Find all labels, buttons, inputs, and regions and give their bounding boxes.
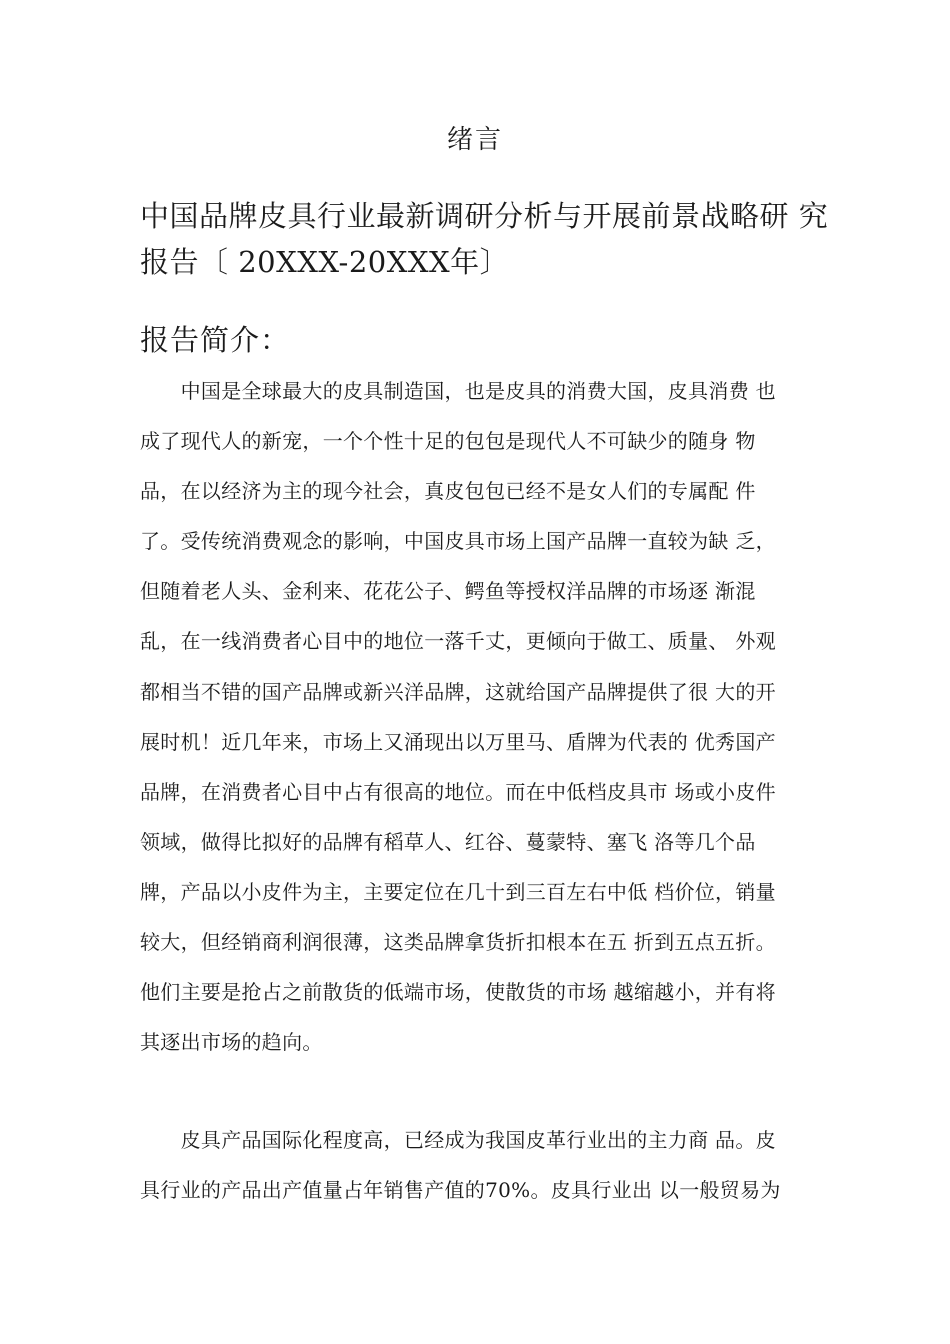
paragraph-line: 其逐出市场的趋向。 [140, 1030, 323, 1055]
paragraph-line: 乱，在一线消费者心目中的地位一落千丈，更倾向于做工、质量、 外观 [140, 629, 776, 654]
paragraph-line: 较大，但经销商利润很薄，这类品牌拿货折扣根本在五 折到五点五折。 [140, 930, 776, 955]
paragraph-line: 都相当不错的国产品牌或新兴洋品牌，这就给国产品牌提供了很 大的开 [140, 679, 776, 704]
paragraph-line: 品，在以经济为主的现今社会，真皮包包已经不是女人们的专属配 件 [140, 479, 756, 504]
section-heading: 绪言 [446, 125, 503, 155]
paragraph-line: 他们主要是抢占之前散货的低端市场，使散货的市场 越缩越小，并有将 [140, 980, 776, 1005]
intro-heading: 报告简介： [140, 323, 291, 357]
paragraph-line: 牌，产品以小皮件为主，主要定位在几十到三百左右中低 档价位，销量 [140, 879, 776, 904]
paragraph-line: 了。受传统消费观念的影响，中国皮具市场上国产品牌一直较为缺 乏， [140, 529, 776, 554]
paragraph-line: 领域，做得比拟好的品牌有稻草人、红谷、蔓蒙特、塞飞 洛等几个品 [140, 829, 756, 854]
report-title-line: 中国品牌皮具行业最新调研分析与开展前景战略研 究 [140, 199, 829, 233]
paragraph-line: 品牌，在消费者心目中占有很高的地位。而在中低档皮具市 场或小皮件 [140, 779, 776, 804]
paragraph-line: 展时机！近几年来，市场上又涌现出以万里马、盾牌为代表的 优秀国产 [140, 729, 776, 754]
paragraph-line: 但随着老人头、金利来、花花公子、鳄鱼等授权洋品牌的市场逐 渐混 [140, 579, 756, 604]
report-title [140, 193, 830, 285]
report-title-line: 报告〔 20XXX-20XXX年〕 [140, 245, 510, 279]
paragraph-line: 成了现代人的新宠，一个个性十足的包包是现代人不可缺少的随身 物 [140, 429, 756, 454]
paragraph-line: 具行业的产品出产值量占年销售产值的70%。皮具行业出 以一般贸易为 [140, 1178, 781, 1203]
paragraph-2 [140, 1115, 830, 1215]
paragraph-line: 皮具产品国际化程度高，已经成为我国皮革行业出的主力商 品。皮 [140, 1128, 776, 1152]
paragraph-line: 中国是全球最大的皮具制造国，也是皮具的消费大国，皮具消费 也 [140, 379, 776, 403]
paragraph-1 [140, 366, 830, 1067]
